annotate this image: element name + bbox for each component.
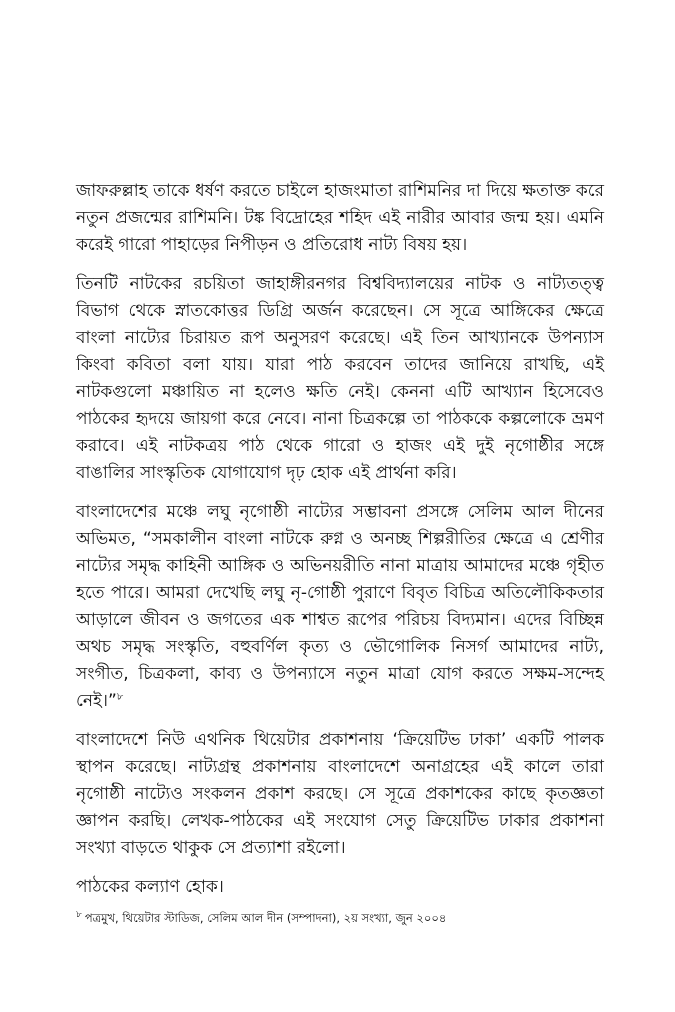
paragraph-3-text: বাংলাদেশের মঞ্চে লঘু নৃগোষ্ঠী নাট্যের সম্ভাবনা প্রসঙ্গে সেলিম আল দীনের অভিমত, “সমকালীন বাংলা নাটকে রুগ্ন ও অনচ্ছ শিল্পরীতির ক্ষেত্রে এ শ্রেণীর নাট্যের সমৃদ্ধ কাহিনী আঙ্গিক ও অভিনয়রীতি নানা মাত্রায় আমাদের মঞ্চে গৃহীত হতে পারে। আমরা দেখেছি লঘু নৃ-গোষ্ঠী পুরাণে বিবৃত বিচিত্র অতিলৌকিকতার আড়ালে জীবন ও জগতের এক শাশ্বত রূপের পরিচয় বিদ্যমান। এদের বিচ্ছিন্ন অথচ সমৃদ্ধ সংস্কৃতি, বহুবর্ণিল কৃত্য ও ভৌগোলিক নিসর্গ আমাদের নাট্য, সংগীত, চিত্রকলা, কাব্য ও উপন্যাসে নতুন মাত্রা যোগ করতে সক্ষম-সন্দেহ নেই।” <box>76 502 604 711</box>
footnote-text: পত্রমুখ, থিয়েটার স্টাডিজ, সেলিম আল দীন (সম্পাদনা), ২য় সংখ্যা, জুন ২০০৪ <box>84 911 447 925</box>
paragraph-4: বাংলাদেশে নিউ এথনিক থিয়েটার প্রকাশনায় ‘ক্রিয়েটিভ ঢাকা’ একটি পালক স্থাপন করেছে। নাট্যগ্রন্থ প্রকাশনায় বাংলাদেশে অনাগ্রহের এই কালে তারা নৃগোষ্ঠী নাট্যেও সংকলন প্রকাশ করছে। সে সূত্রে প্রকাশকের কাছে কৃতজ্ঞতা জ্ঞাপন করছি। লেখক-পাঠকের এই সংযোগ সেতু ক্রিয়েটিভ ঢাকার প্রকাশনা সংখ্যা বাড়তে থাকুক সে প্রত্যাশা রইলো। <box>76 730 604 858</box>
footnote-mark: ৮ <box>76 910 82 921</box>
footnote <box>76 909 604 927</box>
paragraph-3-quote <box>76 499 604 715</box>
paragraph-5-closing: পাঠকের কল্যাণ হোক। <box>76 877 224 897</box>
paragraph-1: জাফরুল্লাহ তাকে ধর্ষণ করতে চাইলে হাজংমাতা রাশিমনির দা দিয়ে ক্ষতাক্ত করে নতুন প্রজন্মের রাশিমনি। টঙ্ক বিদ্রোহের শহিদ এই নারীর আবার জন্ম হয়। এমনি করেই গারো পাহাড়ের নিপীড়ন ও প্রতিরোধ নাট্য বিষয় হয়। <box>76 181 604 255</box>
footnote-reference: ৮ <box>116 691 124 703</box>
paragraph-2: তিনটি নাটকের রচয়িতা জাহাঙ্গীরনগর বিশ্ববিদ্যালয়ের নাটক ও নাট্যতত্ত্ব বিভাগ থেকে স্নাতকোত্তর ডিগ্রি অর্জন করেছেন। সে সূত্রে আঙ্গিকের ক্ষেত্রে বাংলা নাট্যের চিরায়ত রূপ অনুসরণ করেছে। এই তিন আখ্যানকে উপন্যাস কিংবা কবিতা বলা যায়। যারা পাঠ করবেন তাদের জানিয়ে রাখছি, এই নাটকগুলো মঞ্চায়িত না হলেও ক্ষতি নেই। কেননা এটি আখ্যান হিসেবেও পাঠকের হৃদয়ে জায়গা করে নেবে। নানা চিত্রকল্পে তা পাঠককে কল্পলোকে ভ্রমণ করাবে। এই নাটকত্রয় পাঠ থেকে গারো ও হাজং এই দুই নৃগোষ্ঠীর সঙ্গে বাঙালির সাংস্কৃতিক যোগাযোগ দৃঢ় হোক এই প্রার্থনা করি। <box>76 274 604 483</box>
document-page <box>76 178 604 927</box>
